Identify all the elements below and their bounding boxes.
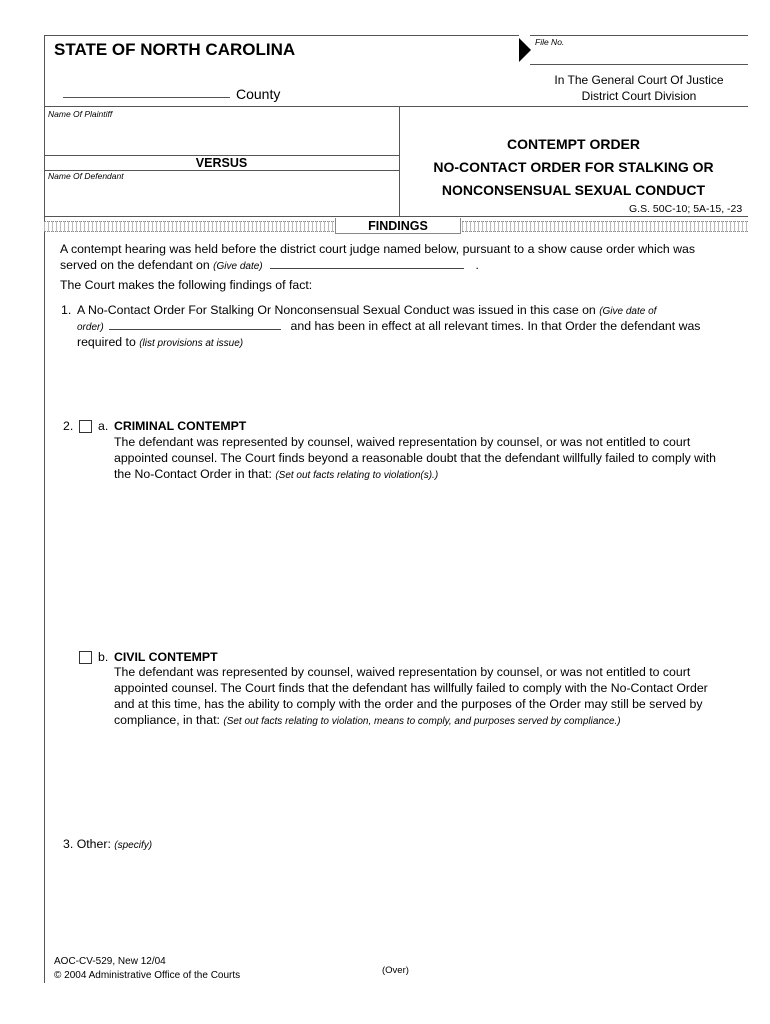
court-name	[530, 72, 748, 104]
title-line-2: NO-CONTACT ORDER FOR STALKING OR	[433, 159, 714, 175]
criminal-contempt-checkbox[interactable]	[79, 420, 92, 433]
title-line-3: NONCONSENSUAL SEXUAL CONDUCT	[441, 182, 706, 198]
item-1-number: 1.	[61, 303, 72, 317]
court-line-1: In The General Court Of Justice	[554, 73, 724, 87]
file-no-line	[530, 64, 748, 65]
item-2a-hint: (Set out facts relating to violation(s).)	[275, 470, 439, 481]
item-2a-line-1: The defendant was represented by counsel, waived representation by counsel, or was not entitled to court	[114, 435, 691, 449]
frame-top-right	[530, 35, 748, 36]
item-2-number: 2.	[63, 419, 74, 433]
frame-left	[44, 35, 45, 983]
section-divider	[44, 216, 748, 217]
item-3	[63, 836, 152, 854]
item-3-hint: (specify)	[114, 840, 153, 851]
civil-contempt-title: CIVIL CONTEMPT	[114, 650, 218, 664]
item-1-text-3: required to	[77, 335, 136, 349]
findings-intro-3: The Court makes the following findings of fact:	[60, 278, 313, 292]
versus-label: VERSUS	[195, 156, 248, 170]
item-2a-letter: a.	[98, 419, 109, 433]
item-2b-line-1: The defendant was represented by counsel, waived representation by counsel, or was not entitled to court	[114, 665, 691, 679]
item-1-hint-3: (list provisions at issue)	[139, 338, 244, 349]
findings-intro-2	[60, 257, 479, 275]
county-label: County	[236, 86, 281, 102]
footer-form-info	[54, 955, 240, 983]
item-3-number: 3.	[63, 837, 74, 851]
item-2b-hint: (Set out facts relating to violation, means to comply, and purposes served by compliance.)	[223, 716, 621, 727]
intro-date-hint: (Give date)	[213, 261, 263, 272]
item-2b-line-3: and at this time, has the ability to comply with the order and the purposes of the Order may still be served by	[114, 697, 703, 711]
findings-band-right	[462, 221, 748, 232]
item-2a-line-3	[114, 466, 716, 484]
title-line-1: CONTEMPT ORDER	[507, 136, 640, 152]
state-title: STATE OF NORTH CAROLINA	[54, 40, 296, 59]
item-2a-body	[114, 434, 716, 484]
copyright: © 2004 Administrative Office of the Courts	[54, 970, 241, 981]
file-no-arrow-icon	[519, 38, 531, 62]
item-3-text: Other:	[76, 837, 111, 851]
header-divider	[44, 106, 748, 107]
item-2b-line-4-text: compliance, in that:	[114, 713, 220, 727]
criminal-contempt-title: CRIMINAL CONTEMPT	[114, 419, 247, 433]
item-1-line-3	[77, 334, 243, 352]
item-2b-letter: b.	[98, 650, 109, 664]
item-2b-body	[114, 664, 708, 730]
item-1-hint-1: (Give date of	[599, 306, 657, 317]
item-1-text-2: and has been in effect at all relevant times. In that Order the defendant was	[290, 319, 701, 333]
item-2a-line-2: appointed counsel. The Court finds beyond a reasonable doubt that the defendant willfully failed to comply with	[114, 451, 717, 465]
order-date-field[interactable]	[109, 318, 281, 330]
intro-period: .	[475, 258, 479, 272]
findings-heading: FINDINGS	[335, 218, 461, 234]
order-title	[399, 133, 748, 202]
form-id: AOC-CV-529, New 12/04	[54, 956, 166, 967]
court-line-2: District Court Division	[581, 89, 697, 103]
defendant-label: Name Of Defendant	[48, 171, 124, 181]
statute-reference: G.S. 50C-10; 5A-15, -23	[629, 203, 743, 215]
item-1-hint-2: order)	[77, 322, 104, 333]
plaintiff-label: Name Of Plaintiff	[48, 109, 113, 119]
intro-served-text: served on the defendant on	[60, 258, 210, 272]
file-no-label: File No.	[535, 37, 565, 47]
frame-top-left	[44, 35, 519, 36]
service-date-field[interactable]	[270, 257, 464, 269]
item-2b-line-4	[114, 712, 708, 730]
item-2b-line-2: appointed counsel. The Court finds that the defendant has willfully failed to comply with the No-Contact Order	[114, 681, 708, 695]
civil-contempt-checkbox[interactable]	[79, 651, 92, 664]
item-2a-line-3-text: the No-Contact Order in that:	[114, 467, 272, 481]
findings-band-left	[44, 221, 334, 232]
item-1-text: A No-Contact Order For Stalking Or Nonconsensual Sexual Conduct was issued in this case on	[77, 303, 596, 317]
county-blank[interactable]	[63, 97, 230, 98]
over-label: (Over)	[382, 965, 409, 976]
findings-intro-1: A contempt hearing was held before the district court judge named below, pursuant to a show cause order which was	[60, 242, 696, 256]
